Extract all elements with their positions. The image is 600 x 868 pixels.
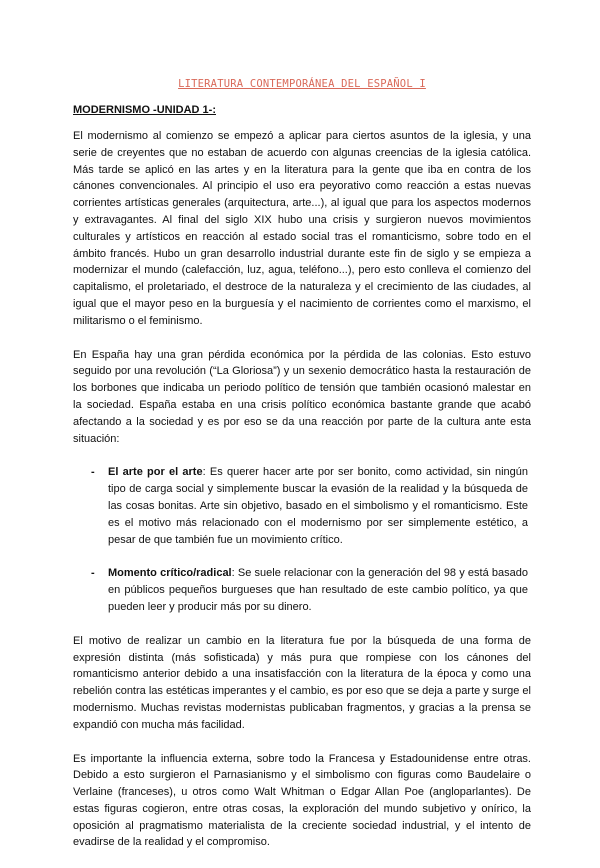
paragraph-influencia: Es importante la influencia externa, sobre todo la Francesa y Estadounidense entre otras. Debido a esto surgieron el Parnasianismo y el simbolismo con figuras como Baudelaire o Verlaine (franceses), u otros como Walt Whitman o Edgar Allan Poe (angloparlantes). De estas figuras cogieron, entre otras cosas, la exploración del mundo subjetivo y onírico, la oposición al pragmatismo materialista de la creciente sociedad industrial, y el intento de evadirse de la realidad y el compromiso. bbox=[73, 752, 531, 849]
paragraph-spain: En España hay una gran pérdida económica por la pérdida de las colonias. Esto estuvo seguido por una revolución (“La Gloriosa”) y un sexenio democrático hasta la restauración de los borbones que indicaba un periodo político de tensión que también ocasionó malestar en la sociedad. España estaba en una crisis político económica bastante grande que acabó afectando a la sociedad y es por eso se da una reacción por parte de la cultura ante esta situación: bbox=[73, 348, 531, 445]
document-page bbox=[73, 70, 531, 868]
bullet-item-arte bbox=[73, 464, 531, 548]
document-title: LITERATURA CONTEMPORÁNEA DEL ESPAÑOL I bbox=[178, 78, 426, 90]
bullet-text: : Es querer hacer arte por ser bonito, como actividad, sin ningún tipo de carga social y simplemente buscar la evasión de la realidad y la búsqueda de las cosas bonitas. Arte sin objetivo, basado en el simbolismo y el romanticismo. Este es el motivo más relacionado con el modernismo por ser simplemente estético, a pesar de que también fue un movimiento crítico. bbox=[108, 466, 529, 546]
bullet-dash: - bbox=[91, 567, 95, 580]
section-title: MODERNISMO -UNIDAD 1-: bbox=[73, 104, 216, 116]
bullet-item-momento bbox=[73, 565, 531, 615]
bullet-list bbox=[73, 464, 531, 615]
paragraph-motivo: El motivo de realizar un cambio en la literatura fue por la búsqueda de una forma de expresión distinta (más sofisticada) y más pura que rompiese con los cánones del romanticismo anterior debido a una insatisfacción con la literatura de la época y como una rebelión contra las estéticas imperantes y el cambio, es por eso que se deja a parte y surge el modernismo. Muchas revistas modernistas publicaban fragmentos, y gracias a la prensa se expandió con mucha más facilidad. bbox=[73, 634, 531, 731]
paragraph-intro: El modernismo al comienzo se empezó a aplicar para ciertos asuntos de la iglesia, y una serie de creyentes que no estaban de acuerdo con algunas creencias de la iglesia católica. Más tarde se aplicó en las artes y en la literatura para la gente que iba en contra de los cánones convencionales. Al principio el uso era peyorativo como reacción a estas nuevas corrientes artísticas generales (arquitectura, arte...), al igual que para los aspectos modernos y extravagantes. Al final del siglo XIX hubo una crisis y surgieron nuevos movimientos culturales y artísticos en reacción al estado social tras el romanticismo, sobre todo en el ámbito francés. Hubo un gran desarrollo industrial durante este fin de siglo y se empieza a modernizar el mundo (calefacción, luz, agua, teléfono...), pero esto conlleva el comienzo del capitalismo, el proletariado, el destroce de la naturaleza y el crecimiento de las ciudades, al igual que el mayor peso en la burguesía y el nacimiento de corrientes como el marxismo, el militarismo o el feminismo. bbox=[73, 130, 531, 327]
bullet-term: Momento crítico/radical bbox=[108, 567, 232, 580]
bullet-dash: - bbox=[91, 466, 95, 479]
bullet-term: El arte por el arte bbox=[108, 466, 203, 479]
bullet-text: : Se suele relacionar con la generación del 98 y está basado en públicos pequeños burgueses que han resultado de este cambio político, ya que pueden leer y producir más por su dinero. bbox=[108, 567, 528, 613]
